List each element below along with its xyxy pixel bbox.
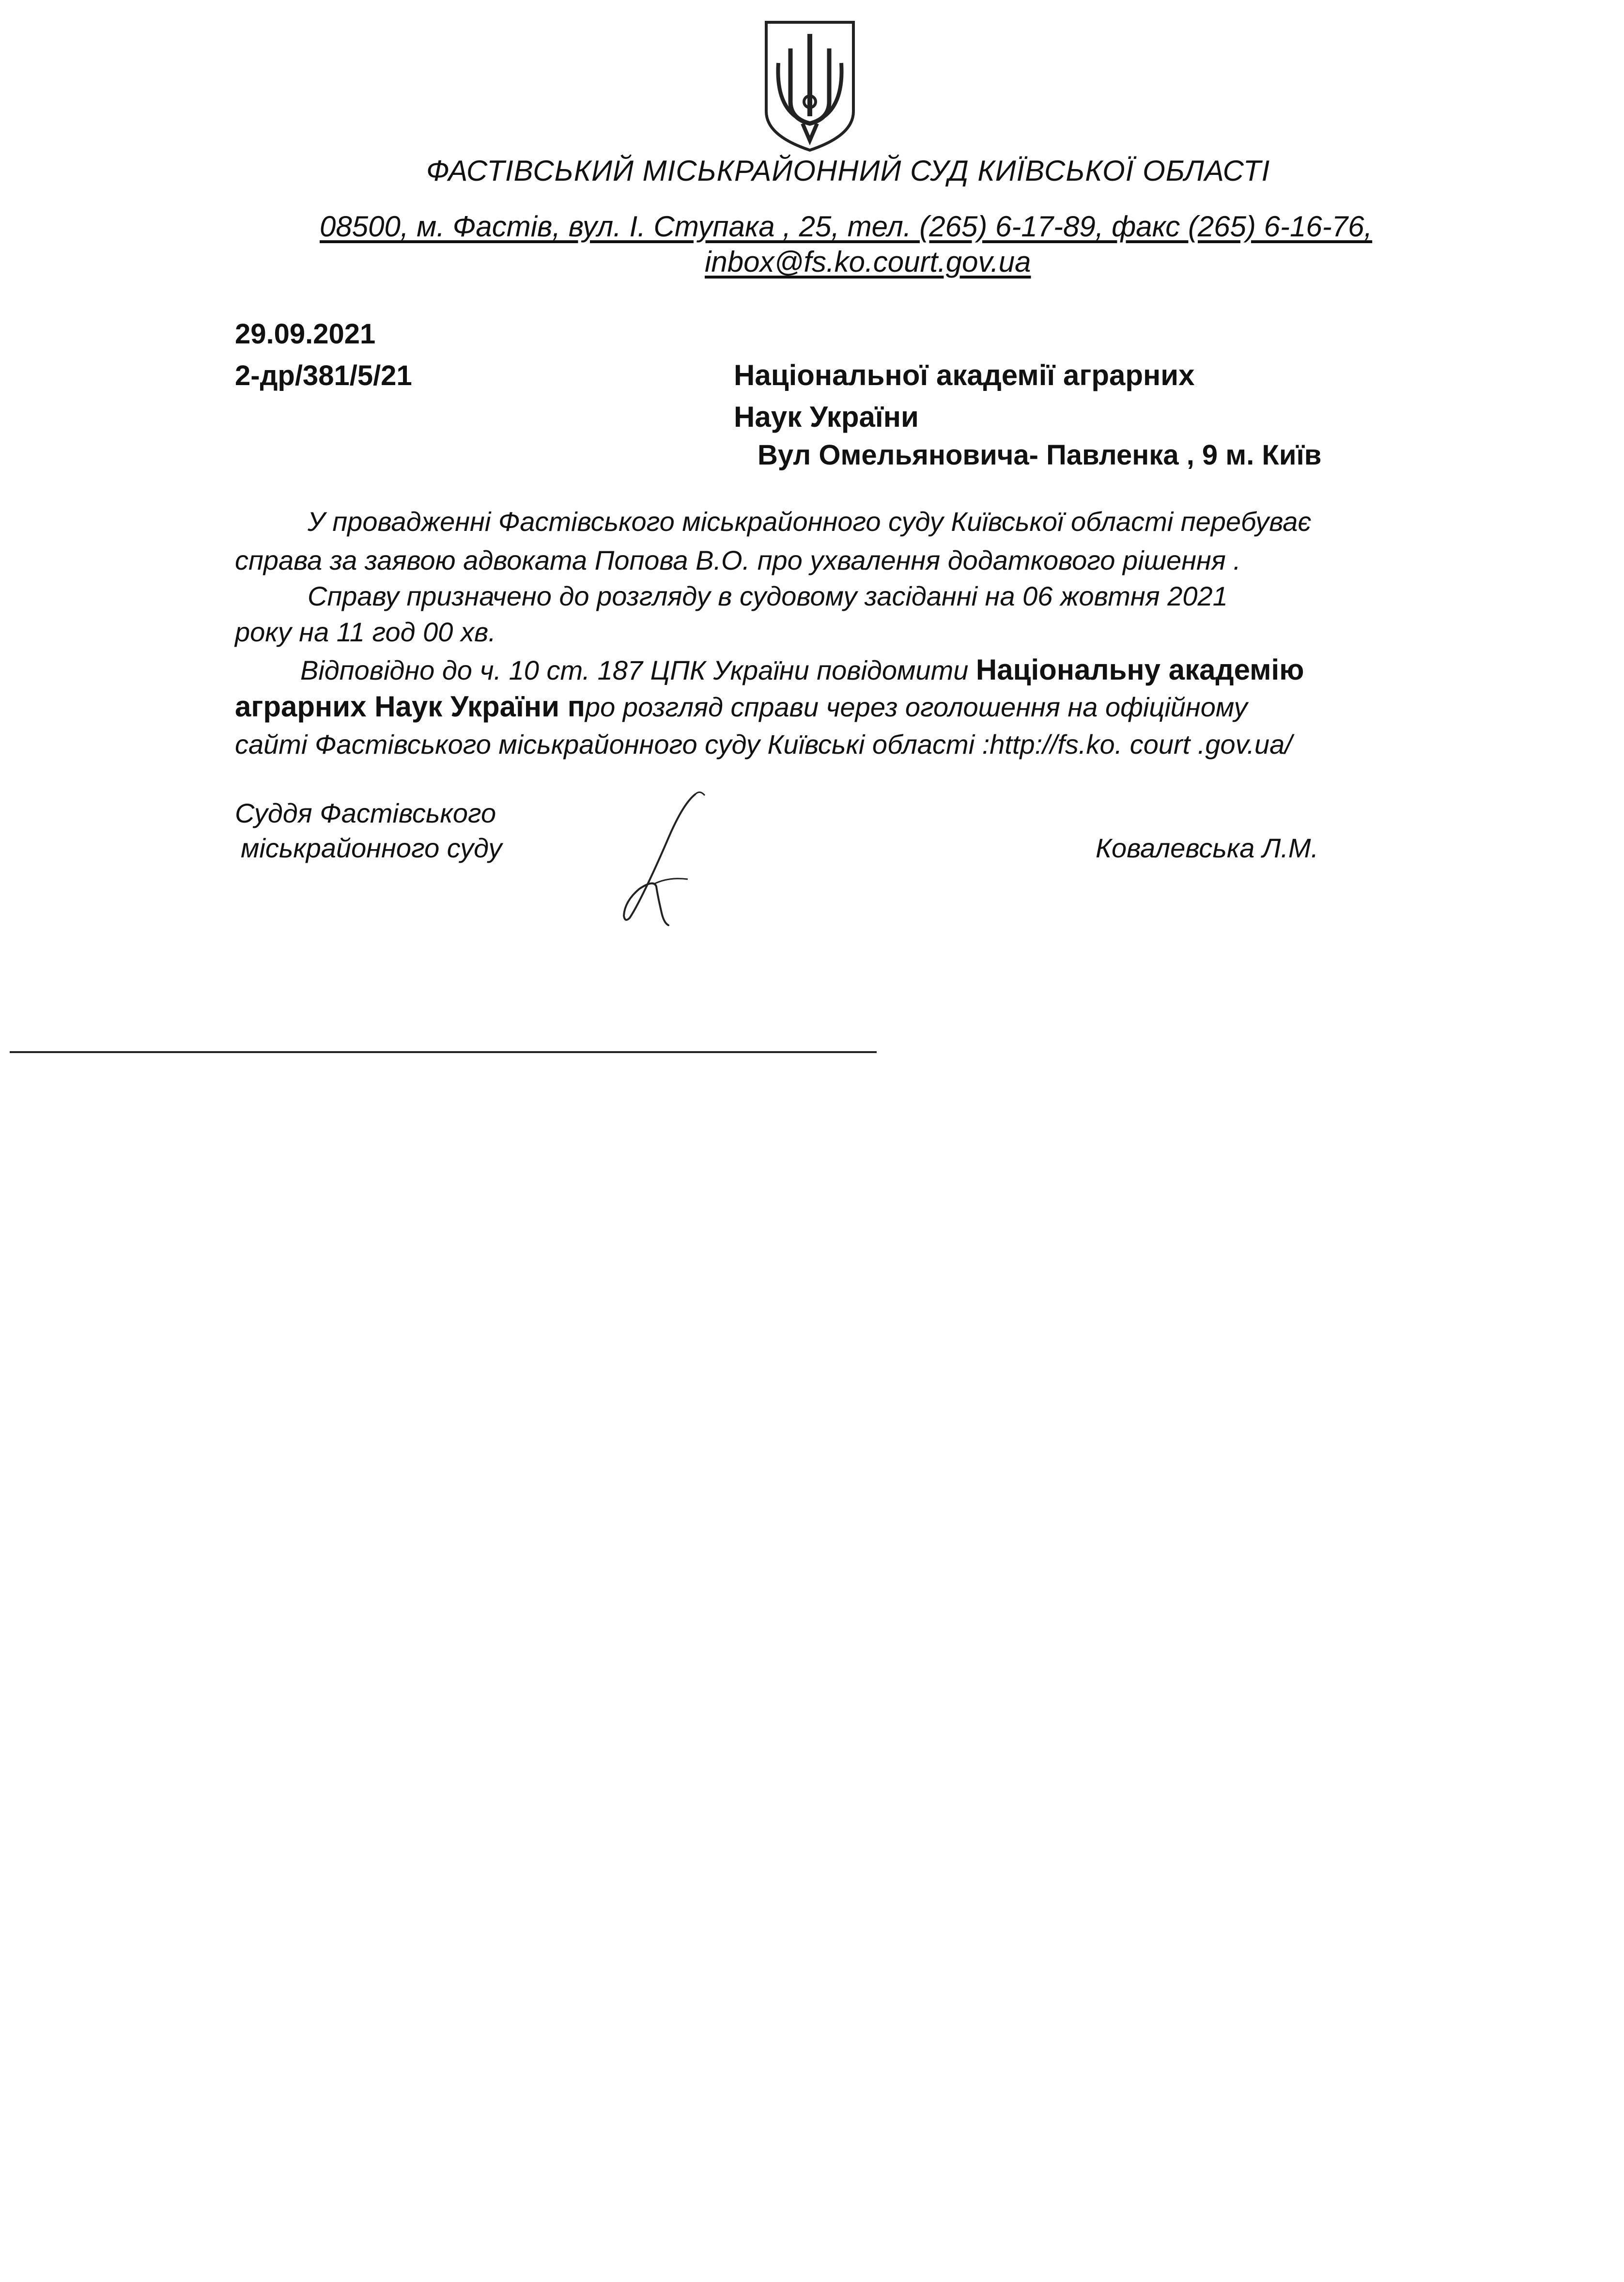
body-paragraph-3-line-2	[235, 690, 1248, 723]
court-address-line: 08500, м. Фастів, вул. І. Ступака , 25, тел. (265) 6-17-89, факс (265) 6-16-76,	[320, 210, 1373, 243]
judge-name: Ковалевська Л.М.	[1096, 833, 1319, 863]
notice-text-cont: ро розгляд справи через оголошення на офіційному	[585, 692, 1248, 722]
notice-recipient-bold-cont: аграрних Наук України п	[235, 690, 585, 723]
body-paragraph-1-line-1: У провадженні Фастівського міськрайонного суду Київської області перебуває	[308, 506, 1312, 537]
court-email-line: inbox@fs.ko.court.gov.ua	[705, 246, 1031, 278]
body-paragraph-2-line-2: року на 11 год 00 хв.	[235, 617, 496, 647]
case-number: 2-др/381/5/21	[235, 360, 412, 391]
recipient-name-line2: Наук України	[734, 401, 919, 433]
body-paragraph-3-line-1	[300, 653, 1304, 686]
body-paragraph-2-line-1: Справу призначено до розгляду в судовому засіданні на 06 жовтня 2021	[308, 581, 1228, 611]
judge-title-line1: Суддя Фастівського	[235, 798, 496, 828]
trident-emblem	[761, 19, 858, 153]
body-paragraph-3-line-3: сайті Фастівського міськрайонного суду Київські області :http://fs.ko. court .gov.ua/	[235, 729, 1292, 760]
court-name-heading: ФАСТІВСЬКИЙ МІСЬКРАЙОННИЙ СУД КИЇВСЬКОЇ ОБЛАСТІ	[426, 155, 1270, 187]
notice-text: Відповідно до ч. 10 ст. 187 ЦПК України повідомити	[300, 655, 976, 685]
letter-date: 29.09.2021	[235, 318, 376, 350]
recipient-address: Вул Омельяновича- Павленка , 9 м. Київ	[758, 439, 1322, 471]
body-paragraph-1-line-2: справа за заявою адвоката Попова В.О. про ухвалення додаткового рішення .	[235, 545, 1241, 575]
handwritten-signature	[596, 785, 712, 930]
notice-recipient-bold: Національну академію	[975, 653, 1304, 686]
judge-title-line2: міськрайонного суду	[241, 833, 502, 863]
bottom-divider	[10, 1051, 877, 1053]
recipient-name-line1: Національної академії аграрних	[734, 359, 1195, 391]
